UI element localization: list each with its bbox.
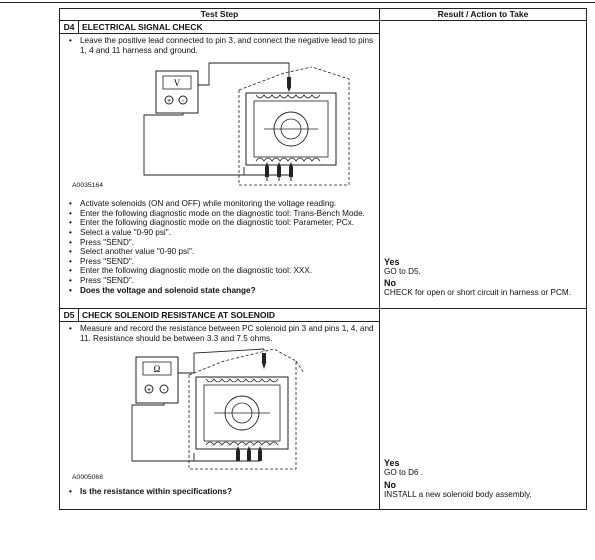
result-yes	[384, 258, 584, 276]
step-result-cell	[380, 309, 587, 510]
no-action: INSTALL a new solenoid body assembly.	[384, 490, 532, 499]
yes-action: GO to D6 .	[384, 468, 424, 477]
step-question: • Is the resistance within specifications?	[80, 487, 375, 497]
ohmmeter-circuit-diagram	[64, 343, 364, 485]
voltmeter-circuit-diagram	[64, 55, 364, 195]
step-title: CHECK SOLENOID RESISTANCE AT SOLENOID	[79, 309, 380, 322]
no-action: CHECK for open or short circuit in harness or PCM.	[384, 288, 572, 297]
step-bullet: • Press "SEND".	[80, 276, 375, 286]
header-result: Result / Action to Take	[380, 9, 587, 21]
yes-label: Yes	[384, 257, 400, 267]
result-yes	[384, 459, 584, 477]
step-bullet: • Select another value "0-90 psi".	[80, 247, 375, 257]
step-bullet: • Enter the following diagnostic mode on the diagnostic tool: Parameter; PCx.	[80, 218, 375, 228]
top-rule	[0, 2, 595, 3]
meter-symbol: Ω	[153, 364, 161, 375]
step-result-cell	[380, 21, 587, 309]
step-intro: • Leave the positive lead connected to pin 3, and connect the negative lead to pins 1, 4 and 11 harness and ground.	[80, 36, 375, 55]
step-bullet: • Select a value "0-90 psi".	[80, 228, 375, 238]
step-bullet: • Enter the following diagnostic mode on the diagnostic tool: XXX.	[80, 266, 375, 276]
step-intro: • Measure and record the resistance between PC solenoid pin 3 and pins 1, 4, and 11. Resistance should be between 3.3 and 7.5 ohms.	[80, 324, 375, 343]
diagnostic-table	[59, 8, 587, 510]
step-bullet: • Enter the following diagnostic mode on the diagnostic tool: Trans-Bench Mode.	[80, 209, 375, 219]
wiring-figure	[64, 343, 375, 485]
step-body	[60, 34, 380, 309]
step-title-row	[60, 21, 587, 34]
step-title-row	[60, 309, 587, 322]
step-id: D5	[60, 309, 79, 322]
svg-text:-: -	[162, 387, 166, 395]
step-bullet: • Press "SEND".	[80, 257, 375, 267]
step-bullet: • Activate solenoids (ON and OFF) while monitoring the voltage reading.	[80, 199, 375, 209]
header-test-step: Test Step	[60, 9, 380, 21]
yes-action: GO to D5.	[384, 267, 421, 276]
figure-id: A0005068	[72, 474, 103, 482]
yes-label: Yes	[384, 458, 400, 468]
svg-text:-: -	[181, 98, 185, 106]
step-body	[60, 322, 380, 510]
step-bullet: • Press "SEND".	[80, 238, 375, 248]
no-label: No	[384, 278, 397, 288]
step-title: ELECTRICAL SIGNAL CHECK	[79, 21, 380, 34]
wiring-figure	[64, 55, 375, 195]
svg-text:+: +	[146, 387, 152, 395]
table-header-row	[60, 9, 587, 21]
svg-text:+: +	[166, 98, 172, 106]
figure-id: A0035164	[72, 182, 103, 190]
no-label: No	[384, 480, 397, 490]
step-question: • Does the voltage and solenoid state change?	[80, 286, 375, 296]
result-no	[384, 279, 584, 297]
result-no	[384, 481, 584, 499]
meter-symbol: V	[173, 78, 181, 89]
step-id: D4	[60, 21, 79, 34]
